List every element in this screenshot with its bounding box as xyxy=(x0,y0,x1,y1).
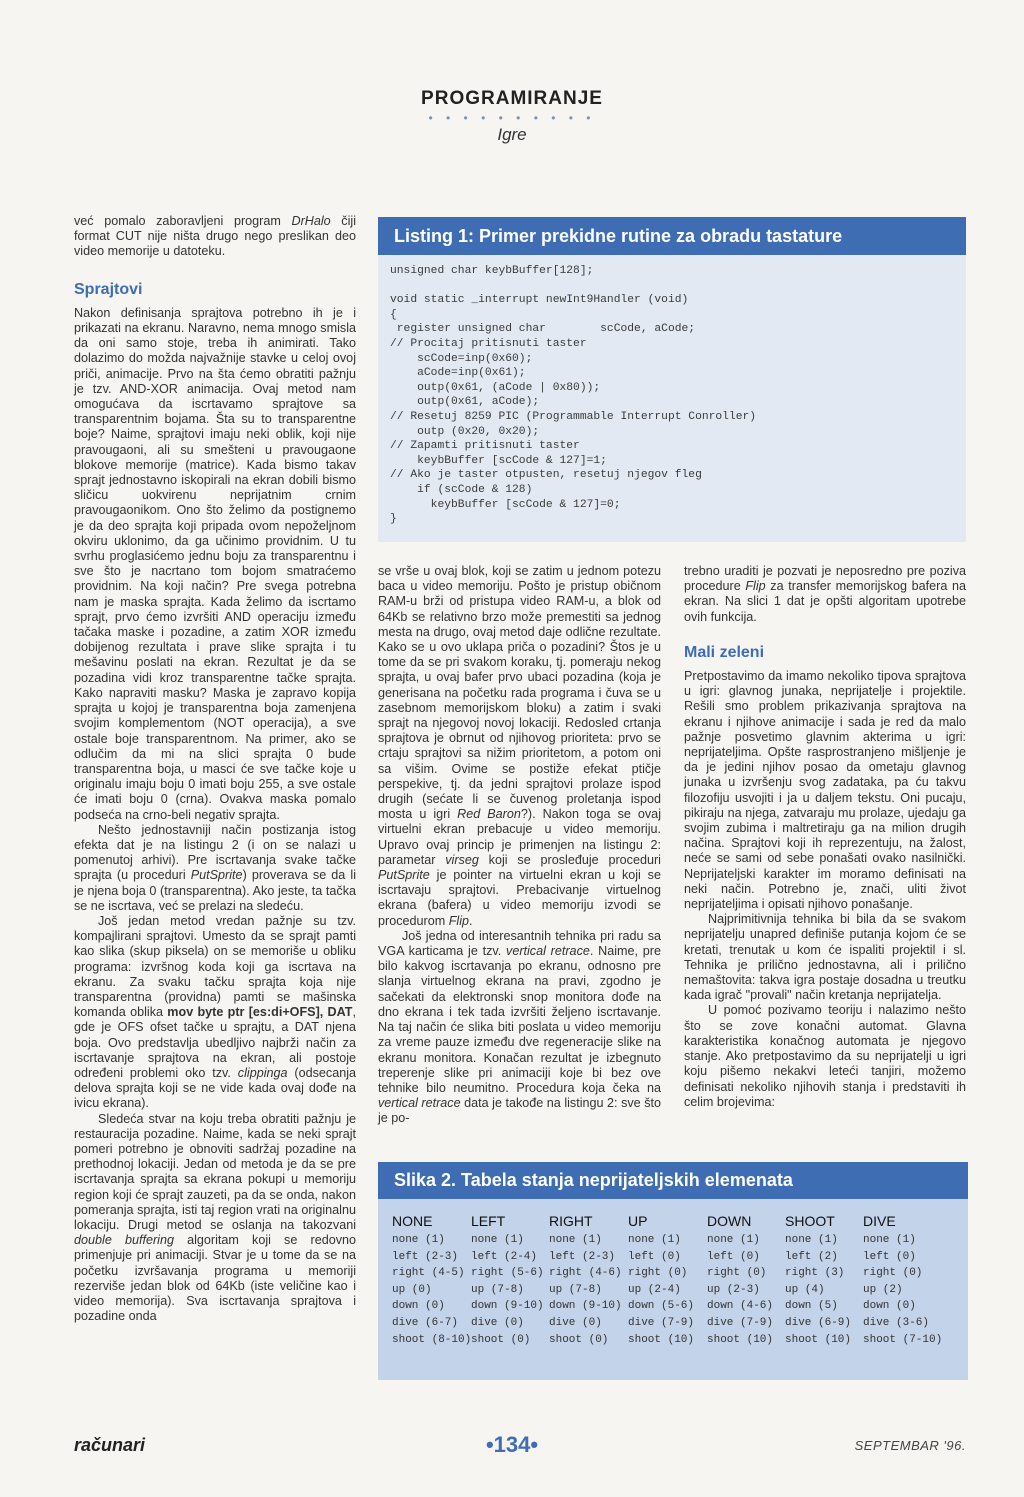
state-table-header: NONE xyxy=(392,1213,433,1229)
paragraph: Još jedna od interesantnih tehnika pri radu sa VGA karticama je tzv. vertical retrace. Naime, pre bilo kakvog iscrtavanja po ekranu, odnosno pre slanja virtuelnog ekrana na pravi, zgodno je sačekati da elektronski snop monitora dođe na dno ekrana i tek tada izvršiti željeno iscrtavanje. Na taj način će slika biti poslata u video memoriju za vreme pauze između dve regeneracije slike na ekranu monitora. Konačan rezultat je izbegnuto treperenje slike pri animaciji koje bi bez ove tehnike bilo neumitno. Procedura koja čeka na vertical retrace data je takođe na listingu 2: sve što je po- xyxy=(378,928,661,1126)
state-table-cell: dive (0) xyxy=(549,1316,602,1329)
column-2 xyxy=(378,564,661,1127)
state-table-cell: left (0) xyxy=(863,1250,916,1263)
state-table-box xyxy=(378,1162,968,1380)
state-table-column xyxy=(549,1213,622,1348)
paragraph: Nešto jednostavniji način postizanja istog efekta dat je na listingu 2 (i on se nalazi u pomenutoj arhivi). Pre iscrtavanja svake tačke sprajta (u proceduri PutSprite) proverava se da li je njena boja 0 (transparentna). Ako jeste, ta tačka se ne iscrtava, već se prelazi na sledeću. xyxy=(74,822,356,913)
paragraph: Najprimitivnija tehnika bi bila da se svakom neprijatelju unapred definiše putanja kojom će se kretati, trenutak u kom će ispaliti projektil i sl. Tehnika je prilično jednostavna, ali i prilično nemaštovita: takva igra postaje dosadna u treutku kada igrač "provali" način kretanja neprijatelja. xyxy=(684,912,966,1003)
state-table-column xyxy=(471,1213,544,1348)
paragraph: Sledeća stvar na koju treba obratiti pažnju je restauracija pozadine. Naime, kada se neki sprajt pomeri potrebno je obnoviti sadržaj pozadine na prethodnoj lokaciji. Jedan od metoda je da se pre iscrtavanja sprajta sa ekrana pokupi u memoriju region koji će sprajt zauzeti, pa da se onda, nakon pomeranja sprajta, isti taj region vrati na originalnu lokaciju. Drugi metod se oslanja na takozvani double buffering algoritam koji se redovno primenjuje pri animaciji. Stvar je u tome da se na početku izvršavanja programa u memoriji rezerviše jedan blok od 64Kb (iste veličine kao i video memorija). Sva iscrtavanja sprajtova i pozadine onda xyxy=(74,1111,357,1324)
state-table-cell: up (2-3) xyxy=(707,1283,760,1296)
magazine-logo: računari xyxy=(74,1435,146,1455)
state-table-cell: up (4) xyxy=(785,1283,825,1296)
paragraph: Nakon definisanja sprajtova potrebno ih je i prikazati na ekranu. Naravno, nema mnogo smisla da oni samo stoje, treba ih animirati. Tako dolazimo do možda najvažnije stavke u celoj ovoj priči, animacije. Prvo na šta ćemo obratiti pažnju je tzv. AND-XOR animacija. Ovaj metod nam omogućava da iscrtavamo sprajtove sa transparentnim bojama. Šta su to transparentne boje? Naime, sprajtovi imaju neki oblik, koji nije pravougaoni, ali su smešteni u pravougaone blokove memorije (matrice). Kada bismo takav sprajt jednostavno iskopirali na ekran dobili bismo sličicu uokvirenu neprijatnim crnim pravougaonikom. Ono što želimo da postignemo je da deo sprajta koji pripada ovom nepoželjnom okviru uklonimo, da ga učinimo providnim. U tu svrhu proglasićemo jednu boju za transparentnu i sve što je nacrtano tom bojom smatraćemo providnim. Na koji način? Pre svega potrebna nam je maska sprajta. Kada želimo da iscrtamo sprajt, prvo ćemo izvršiti AND operaciju između tačaka maske i pozadine, a zatim XOR između dobijenog rezultata i prave slike sprajta i tu mešavinu poslati na ekran. Rezultat je da se pozadina vidi kroz transparentne tačke sprajta. Kako napraviti masku? Maska je zapravo kopija sprajta u kojoj je transparentna boja zamenjena svojim komplementom (NOT operacija), a sve ostale boje transparentnom. Na primer, ako se odlučim da mi na slici sprajta 0 bude transparentna boja, u masci će sve tačke koje u originalu imaju boju 0 imati boju 255, a sve ostale će imati boju 0 (crna). Ovakva maska pomalo podseća na crno-beli negativ sprajta. xyxy=(74,305,356,822)
state-table-cell: right (4-6) xyxy=(549,1267,622,1280)
state-table-cell: down (0) xyxy=(863,1300,916,1313)
paragraph-intro: već pomalo zaboravljeni program DrHalo čiji format CUT nije ništa drugo nego preslikan deo video memorije u datoteku. xyxy=(74,214,356,259)
state-table-cell: down (9-10) xyxy=(471,1300,544,1313)
state-table-cell: shoot (7-10) xyxy=(863,1333,943,1346)
state-table-cell: shoot (10) xyxy=(785,1333,852,1346)
page-header xyxy=(0,88,1024,145)
state-table-cell: none (1) xyxy=(863,1234,916,1246)
state-table-cell: up (7-8) xyxy=(549,1283,602,1296)
state-table-cell: none (1) xyxy=(392,1234,445,1246)
heading-mali-zeleni: Mali zeleni xyxy=(684,643,765,661)
header-dots: • • • • • • • • • • xyxy=(428,111,596,125)
state-table-cell: down (9-10) xyxy=(549,1300,622,1313)
state-table-cell: none (1) xyxy=(471,1234,524,1246)
state-table-column xyxy=(785,1213,851,1348)
state-table-cell: down (5) xyxy=(785,1300,838,1313)
heading-sprajtovi: Sprajtovi xyxy=(74,280,143,298)
state-table-header: RIGHT xyxy=(549,1213,593,1229)
state-table-cell: shoot (10) xyxy=(707,1333,774,1346)
listing-title: Listing 1: Primer prekidne rutine za obradu tastature xyxy=(378,217,966,255)
state-table-column xyxy=(863,1213,942,1348)
paragraph: trebno uraditi je pozvati je neposredno pre poziva procedure Flip za transfer memorijskog bafera na ekran. Na slici 1 dat je opšti algoritam upotrebe ovih funkcija. xyxy=(684,564,966,624)
paragraph: se vrše u ovaj blok, koji se zatim u jednom potezu baca u video memoriju. Pošto je pristup običnom RAM-u brži od pristupa video RAM-u, a blok od 64Kb se relativno brzo može premestiti sa jednog mesta na drugo, ovaj metod daje odlične rezultate. Kako se u ovo uklapa priča o pozadini? Štos je u tome da se pri svakom koraku, tj. pomeraju nekog sprajta, u ovaj bafer prvo ubaci pozadina (koja je generisana na početku rada programa i čuva se u zasebnom memorijskom bloku) a zatim i svaki sprajt na njegovoj novoj lokaciji. Redosled crtanja sprajtova je obrnut od njihovog prioriteta: prvo se crtaju sprajtovi sa nižim prioritetom, a potom oni sa višim. Ovime se postiže efekat ptičje perspekive, tj. da jedni sprajtovi prolaze ispod drugih (sećate li se čuvenog proletanja ispod mosta u igri Red Baron?). Nakon toga se ovaj virtuelni ekran prebacuje u video memoriju. Upravo ovaj princip je primenjen na listingu 2: parametar virseg koji se prosleđuje proceduri PutSprite je pointer na virtuelni ekran u koji se iscrtavaju sprajtovi. Prebacivanje virtuelnog ekrana (bafera) u video memoriju izvodi se procedurom Flip. xyxy=(378,564,661,928)
state-table-cell: dive (0) xyxy=(471,1316,524,1329)
state-table-cell: dive (6-9) xyxy=(785,1316,852,1329)
state-table-column xyxy=(707,1213,773,1348)
state-table-cell: none (1) xyxy=(628,1234,681,1246)
paragraph: U pomoć pozivamo teoriju i nalazimo nešto što se zove konačni automat. Glavna karakteristika konačnog automata je njegovo stanje. Ako pretpostavimo da su neprijatelji u igri koju pišemo nekakvi leteći tanjiri, možemo definisati nekoliko njihovih stanja i predstaviti ih celim brojevima: xyxy=(684,1003,966,1109)
state-table-cell: dive (7-9) xyxy=(707,1316,774,1329)
state-table-header: SHOOT xyxy=(785,1213,835,1229)
state-table-cell: dive (3-6) xyxy=(863,1316,930,1329)
state-table-cell: right (0) xyxy=(863,1267,923,1280)
state-table-cell: dive (7-9) xyxy=(628,1316,695,1329)
state-table-cell: right (0) xyxy=(707,1267,767,1280)
state-table-cell: right (4-5) xyxy=(392,1267,465,1280)
state-table-header: DIVE xyxy=(863,1213,896,1229)
state-table-cell: left (0) xyxy=(707,1250,760,1263)
state-table-cell: shoot (8-10) xyxy=(392,1333,472,1346)
state-table-header: DOWN xyxy=(707,1213,752,1229)
state-table-cell: shoot (0) xyxy=(549,1333,609,1346)
state-table-cell: left (2-4) xyxy=(471,1250,538,1263)
state-table-cell: shoot (0) xyxy=(471,1333,531,1346)
state-table-cell: up (2-4) xyxy=(628,1283,681,1296)
state-table-cell: dive (6-7) xyxy=(392,1316,459,1329)
subsection-title: Igre xyxy=(497,125,527,144)
state-table-title: Slika 2. Tabela stanja neprijateljskih elemenata xyxy=(378,1162,968,1199)
state-table-cell: left (2-3) xyxy=(392,1250,459,1263)
state-table-cell: up (7-8) xyxy=(471,1283,524,1296)
state-table-cell: none (1) xyxy=(549,1234,602,1246)
column-3 xyxy=(684,564,966,1110)
state-table-column xyxy=(392,1213,471,1348)
state-table-cell: up (2) xyxy=(863,1283,903,1296)
state-table-cell: down (5-6) xyxy=(628,1300,695,1313)
section-title: PROGRAMIRANJE xyxy=(421,88,603,109)
issue-date: SEPTEMBAR '96. xyxy=(854,1438,966,1453)
state-table-cell: right (5-6) xyxy=(471,1267,544,1280)
state-table-cell: left (0) xyxy=(628,1250,681,1263)
listing-code: unsigned char keybBuffer[128]; void static _interrupt newInt9Handler (void) { register unsigned char scCode, aCode; // Procitaj pritisnuti taster scCode=inp(0x60); aCode=inp(0x61); outp(0x61, (aCode | 0x80)); outp(0x61, aCode); // Resetuj 8259 PIC (Programmable Interrupt Conroller) outp (0x20, 0x20); // Zapamti pritisnuti taster keybBuffer [scCode & 127]=1; // Ako je taster otpusten, resetuj njegov fleg if (scCode & 128) keybBuffer [scCode & 127]=0; } xyxy=(390,265,757,526)
state-table-cell: none (1) xyxy=(785,1234,838,1246)
state-table-header: UP xyxy=(628,1213,648,1229)
state-table-cell: shoot (10) xyxy=(628,1333,695,1346)
state-table-cell: none (1) xyxy=(707,1234,760,1246)
state-table-cell: left (2) xyxy=(785,1250,838,1263)
state-table-column xyxy=(628,1213,694,1348)
state-table-cell: right (3) xyxy=(785,1267,845,1280)
page-number: •134• xyxy=(485,1432,539,1457)
state-table-cell: up (0) xyxy=(392,1283,432,1296)
state-table-cell: right (0) xyxy=(628,1267,688,1280)
paragraph: Još jedan metod vredan pažnje su tzv. kompajlirani sprajtovi. Umesto da se sprajt pamti kao slika (skup piksela) on se memoriše u obliku programa: izvršnog koda koji ga iscrtava na ekranu. Za svaku tačku sprajta koja nije transparentna (providna) pamti se mašinska komanda oblika mov byte ptr [es:di+OFS], DAT, gde je OFS ofset tačke u sprajtu, a DAT njena boja. Ovo predstavlja ubedljivo najbrži način za iscrtavanje sprajtova na ekran, ali postoje određeni problemi oko tzv. clippinga (odsecanja delova sprajta koji se ne vide kada ovaj dođe na ivicu ekrana). xyxy=(74,913,357,1111)
paragraph: Pretpostavimo da imamo nekoliko tipova sprajtova u igri: glavnog junaka, neprijatelje i projektile. Rešili smo problem prikazivanja sprajtova na ekranu i njihove animacije i sada je red da malo pažnje posvetimo glavnim akterima u igri: neprijateljima. Opšte rasprostranjeno mišljenje je da je jedini njihov posao da ometaju glavnog junaka u izvršenju svog zadataka, pa ću takvu filozofiju usvojiti i ja u daljem tekstu. Oni pucaju, pikiraju na njega, zatvaraju mu prolaze, ujedaju ga svojim zubima i maltretiraju ga na milion drugih načina. Sprajtovi koji ih reprezentuju, na žalost, neće se sami od sebe ponašati ovako nasilnički. Neprijateljski karakter im moramo definisati na neki način. Potrebno je, znači, uliti život neprijateljima i opisati njihovo ponašanje. xyxy=(684,669,966,912)
column-1 xyxy=(74,214,356,1324)
state-table-header: LEFT xyxy=(471,1213,506,1229)
state-table-cell: down (0) xyxy=(392,1300,445,1313)
listing-1-box xyxy=(378,217,966,542)
state-table-cell: left (2-3) xyxy=(549,1250,616,1263)
state-table-cell: down (4-6) xyxy=(707,1300,774,1313)
